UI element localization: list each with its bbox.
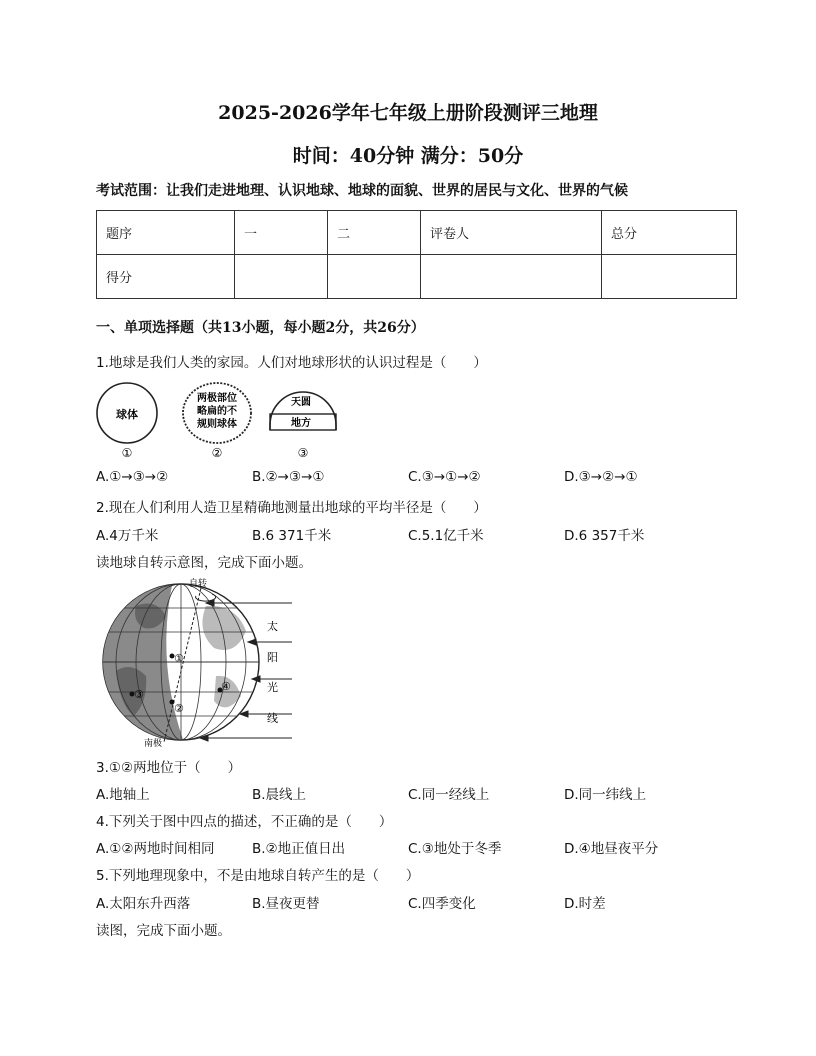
point-3-label: ③ xyxy=(134,688,144,701)
figure-number-1: ① xyxy=(121,446,133,460)
q2-option-a[interactable]: A.4万千米 xyxy=(96,528,159,544)
shape2-label-line2: 略扁的不 xyxy=(197,406,237,417)
q3-option-c[interactable]: C.同一经线上 xyxy=(408,787,490,803)
q2-option-d[interactable]: D.6 357千米 xyxy=(564,528,645,544)
table-row xyxy=(97,211,737,255)
rotation-label: 自转 xyxy=(189,579,208,589)
table-row xyxy=(97,255,737,299)
q4-option-b[interactable]: B.②地正值日出 xyxy=(252,841,346,857)
table-header-cell: 二 xyxy=(328,211,421,255)
q3-option-b[interactable]: B.晨线上 xyxy=(252,787,307,803)
q4-option-a[interactable]: A.①②两地时间相同 xyxy=(96,841,215,857)
question-5: 5.下列地理现象中，不是由地球自转产生的是（ ） xyxy=(96,868,420,884)
shape3-bottom-label: 地方 xyxy=(291,418,311,429)
q1-option-b[interactable]: B.②→③→① xyxy=(252,469,325,485)
q5-option-b[interactable]: B.昼夜更替 xyxy=(252,896,320,912)
figure-number-3: ③ xyxy=(297,446,309,460)
q5-option-d[interactable]: D.时差 xyxy=(564,896,606,912)
sunlight-label-char: 线 xyxy=(267,712,278,725)
question-2: 2.现在人们利用人造卫星精确地测量出地球的平均半径是（ ） xyxy=(96,500,487,516)
sunlight-label-char: 光 xyxy=(267,681,278,694)
reading-intro-1: 读地球自转示意图，完成下面小题。 xyxy=(96,555,312,571)
q4-option-c[interactable]: C.③地处于冬季 xyxy=(408,841,502,857)
score-cell[interactable] xyxy=(328,255,421,299)
q1-option-c[interactable]: C.③→①→② xyxy=(408,469,481,485)
earth-shape-figure xyxy=(96,380,346,460)
score-cell[interactable] xyxy=(421,255,602,299)
point-2-label: ② xyxy=(174,702,184,715)
q5-option-c[interactable]: C.四季变化 xyxy=(408,896,476,912)
section-title: 一、单项选择题（共13小题，每小题2分，共26分） xyxy=(96,320,425,336)
table-row-label: 得分 xyxy=(97,255,235,299)
south-pole-label: 南极 xyxy=(144,739,163,748)
score-table xyxy=(96,210,737,299)
q1-option-d[interactable]: D.③→②→① xyxy=(564,469,638,485)
shape2-label-line3: 规则球体 xyxy=(197,419,237,430)
q3-option-a[interactable]: A.地轴上 xyxy=(96,787,150,803)
table-header-cell: 总分 xyxy=(602,211,737,255)
table-header-cell: 一 xyxy=(235,211,328,255)
score-cell[interactable] xyxy=(235,255,328,299)
table-header-cell: 题序 xyxy=(97,211,235,255)
q4-option-d[interactable]: D.④地昼夜平分 xyxy=(564,841,659,857)
q3-option-d[interactable]: D.同一纬线上 xyxy=(564,787,647,803)
score-cell[interactable] xyxy=(602,255,737,299)
exam-title: 2025-2026学年七年级上册阶段测评三地理 xyxy=(218,102,598,124)
exam-subtitle: 时间：40分钟 满分：50分 xyxy=(292,145,524,167)
question-3: 3.①②两地位于（ ） xyxy=(96,760,242,776)
question-4: 4.下列关于图中四点的描述，不正确的是（ ） xyxy=(96,814,393,830)
exam-scope: 考试范围：让我们走进地理、认识地球、地球的面貌、世界的居民与文化、世界的气候 xyxy=(96,183,628,199)
point-1-label: ① xyxy=(174,652,184,665)
q5-option-a[interactable]: A.太阳东升西落 xyxy=(96,896,191,912)
table-header-cell: 评卷人 xyxy=(421,211,602,255)
q2-option-b[interactable]: B.6 371千米 xyxy=(252,528,332,544)
shape3-top-label: 天圆 xyxy=(291,397,311,408)
shape2-label-line1: 两极部位 xyxy=(197,393,237,404)
sunlight-label-char: 太 xyxy=(267,620,278,633)
point-4-label: ④ xyxy=(221,680,231,693)
reading-intro-2: 读图，完成下面小题。 xyxy=(96,923,231,939)
question-1: 1.地球是我们人类的家园。人们对地球形状的认识过程是（ ） xyxy=(96,355,487,371)
sunlight-label-char: 阳 xyxy=(267,651,278,664)
earth-rotation-figure xyxy=(96,576,301,748)
figure-number-2: ② xyxy=(211,446,223,460)
shape1-label: 球体 xyxy=(116,408,138,421)
q2-option-c[interactable]: C.5.1亿千米 xyxy=(408,528,484,544)
q1-option-a[interactable]: A.①→③→② xyxy=(96,469,169,485)
